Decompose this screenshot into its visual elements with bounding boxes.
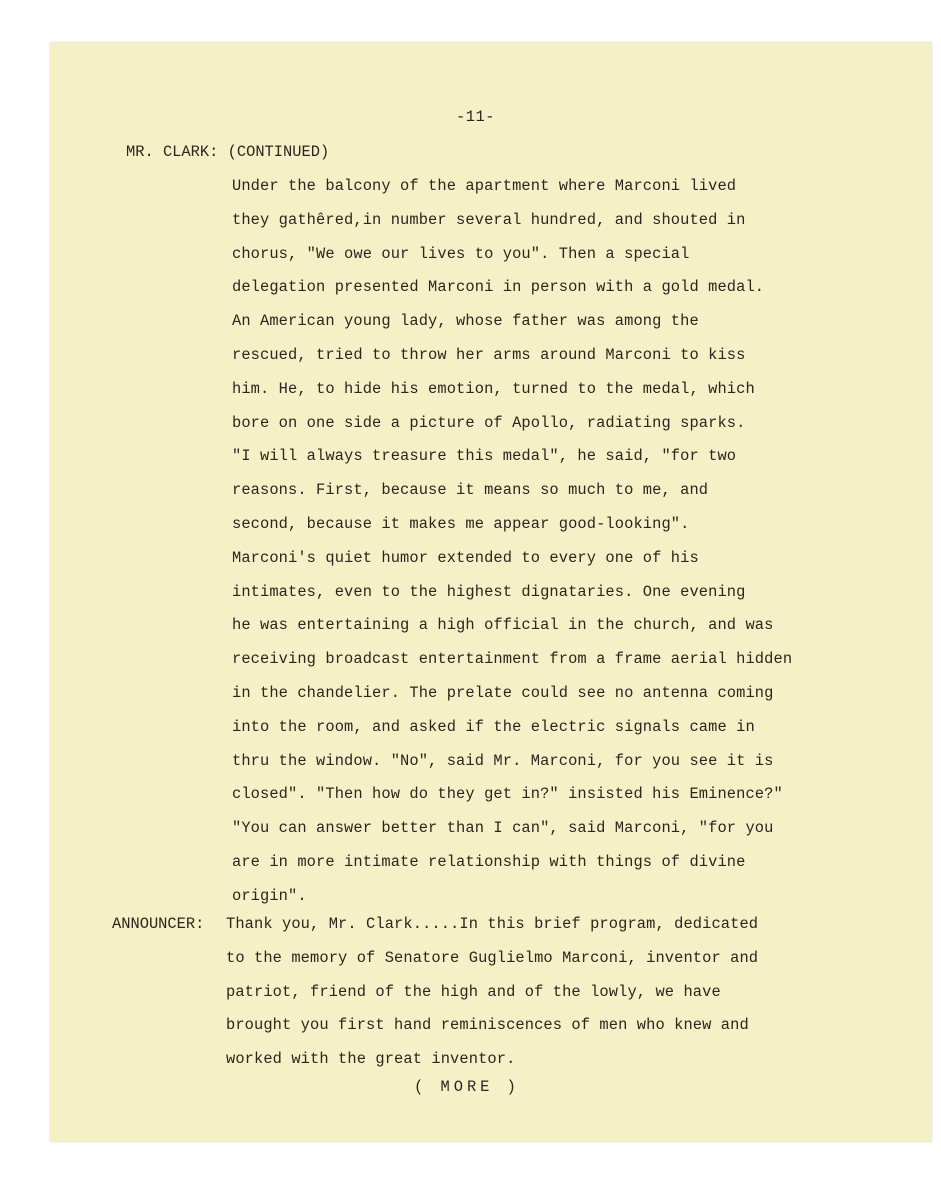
text-line: in the chandelier. The prelate could see no antenna coming xyxy=(232,683,774,702)
speaker-name: MR. CLARK: xyxy=(126,143,219,161)
text-line: thru the window. "No", said Mr. Marconi, for you see it is xyxy=(232,751,774,770)
text-line: worked with the great inventor. xyxy=(226,1050,516,1069)
text-line: Under the balcony of the apartment where Marconi lived xyxy=(232,177,737,195)
continued-note: (CONTINUED) xyxy=(227,143,330,161)
speaker-label-clark xyxy=(126,136,329,170)
text-line: origin". xyxy=(232,886,307,905)
speaker-name: ANNOUNCER: xyxy=(112,915,205,933)
text-line: they gathêred,in number several hundred, and shouted in xyxy=(232,210,746,229)
text-line: patriot, friend of the high and of the lowly, we have xyxy=(226,982,721,1001)
text-line: chorus, "We owe our lives to you". Then a special xyxy=(232,244,690,263)
text-line: brought you first hand reminiscences of men who knew and xyxy=(226,1016,749,1035)
speaker-label-announcer xyxy=(112,908,204,942)
more-footer: ( MORE ) xyxy=(414,1078,520,1096)
announcer-speech-block xyxy=(226,908,758,1077)
text-line: to the memory of Senatore Guglielmo Marconi, inventor and xyxy=(226,948,759,967)
text-line: reasons. First, because it means so much to me, and xyxy=(232,481,709,500)
text-line: into the room, and asked if the electric signals came in xyxy=(232,717,755,736)
text-line: him. He, to hide his emotion, turned to the medal, which xyxy=(232,379,755,398)
clark-speech-block xyxy=(232,170,792,914)
text-line: he was entertaining a high official in the church, and was xyxy=(232,616,774,635)
text-line: Thank you, Mr. Clark.....In this brief program, dedicated xyxy=(226,915,759,933)
text-line: are in more intimate relationship with things of divine xyxy=(232,852,746,871)
text-line: closed". "Then how do they get in?" insisted his Eminence?" xyxy=(232,785,783,804)
text-line: rescued, tried to throw her arms around Marconi to kiss xyxy=(232,345,746,364)
text-line: An American young lady, whose father was among the xyxy=(232,312,699,331)
text-line: delegation presented Marconi in person with a gold medal. xyxy=(232,278,765,297)
text-line: bore on one side a picture of Apollo, radiating sparks. xyxy=(232,413,746,432)
text-line: "You can answer better than I can", said Marconi, "for you xyxy=(232,819,774,838)
text-line: "I will always treasure this medal", he said, "for two xyxy=(232,447,737,466)
text-line: intimates, even to the highest dignataries. One evening xyxy=(232,582,746,601)
text-line: second, because it makes me appear good-looking". xyxy=(232,514,690,533)
text-line: receiving broadcast entertainment from a frame aerial hidden xyxy=(232,650,793,669)
text-line: Marconi's quiet humor extended to every one of his xyxy=(232,548,699,567)
page-number: -11- xyxy=(456,108,495,126)
